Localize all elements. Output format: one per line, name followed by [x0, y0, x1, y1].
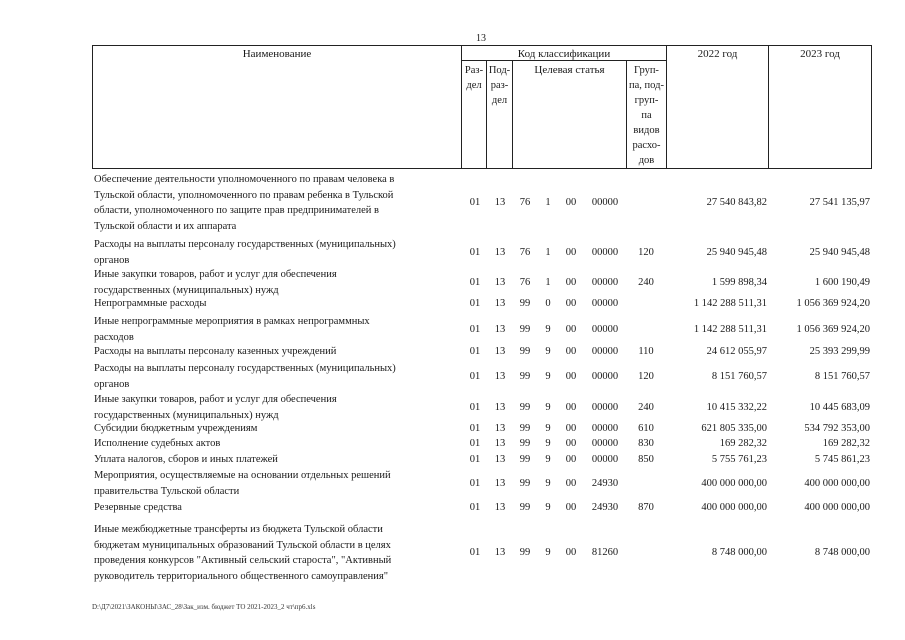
table-row — [0, 344, 905, 360]
footer-file-path: D:\Д7\2021\ЗАКОНЫ\ЗАС_28\Зак_изм. бюджет ТО 2021-2023_2 чт\пр6.xls — [92, 603, 316, 611]
row-expense-type: 240 — [638, 277, 654, 288]
row-expense-type: 120 — [638, 247, 654, 258]
row-razdel: 01 — [469, 324, 481, 335]
table-row — [0, 468, 905, 499]
row-razdel: 01 — [469, 438, 481, 449]
row-name — [94, 314, 458, 345]
header-code-group: Код классификации — [517, 48, 611, 60]
row-name-line: органов — [94, 254, 130, 266]
row-name-line: правительства Тульской области — [94, 485, 240, 497]
row-amount-2022: 27 540 843,82 — [706, 197, 767, 208]
row-name-line: области, уполномоченного по защите прав предпринимателей в — [94, 205, 379, 217]
row-target-direction: 00000 — [591, 371, 619, 382]
row-name — [94, 468, 458, 499]
row-target-subprogram: 1 — [545, 247, 551, 258]
row-name-line: Мероприятия, осуществляемые на основании отдельных решений — [94, 470, 391, 481]
row-name — [94, 267, 458, 298]
row-target-program: 99 — [519, 547, 531, 558]
row-amount-2023: 1 600 190,49 — [814, 277, 870, 288]
row-target-main-event: 00 — [565, 298, 577, 309]
table-row — [0, 452, 905, 468]
row-name — [94, 436, 458, 452]
row-target-main-event: 00 — [565, 346, 577, 357]
table-row — [0, 361, 905, 392]
row-name-line: Уплата налогов, сборов и иных платежей — [94, 454, 278, 465]
row-target-main-event: 00 — [565, 423, 577, 434]
row-target-program: 76 — [519, 197, 531, 208]
row-target-main-event: 00 — [565, 324, 577, 335]
row-target-direction: 00000 — [591, 423, 619, 434]
row-amount-2022: 621 805 335,00 — [701, 423, 767, 434]
row-target-subprogram: 1 — [545, 277, 551, 288]
row-expense-type: 870 — [638, 502, 654, 513]
row-podrazdel: 13 — [494, 247, 506, 258]
table-row — [0, 436, 905, 452]
row-target-main-event: 00 — [565, 478, 577, 489]
row-target-subprogram: 0 — [545, 298, 551, 309]
row-razdel: 01 — [469, 478, 481, 489]
row-name-line: Исполнение судебных актов — [94, 438, 221, 449]
row-razdel: 01 — [469, 423, 481, 434]
table-row — [0, 172, 905, 234]
row-name — [94, 172, 458, 234]
row-target-main-event: 00 — [565, 502, 577, 513]
row-target-direction: 00000 — [591, 454, 619, 465]
row-name-line: Субсидии бюджетным учреждениям — [94, 423, 258, 434]
row-razdel: 01 — [469, 502, 481, 513]
row-name-line: Иные закупки товаров, работ и услуг для обеспечения — [94, 394, 337, 405]
row-name — [94, 421, 458, 437]
row-target-subprogram: 1 — [545, 197, 551, 208]
row-target-direction: 00000 — [591, 402, 619, 413]
row-amount-2023: 8 748 000,00 — [814, 547, 870, 558]
row-target-direction: 00000 — [591, 247, 619, 258]
row-razdel: 01 — [469, 298, 481, 309]
row-amount-2023: 400 000 000,00 — [804, 502, 870, 513]
row-amount-2023: 25 393 299,99 — [809, 346, 870, 357]
row-name-line: Иные межбюджетные трансферты из бюджета Тульской области — [94, 524, 383, 535]
row-target-subprogram: 9 — [545, 454, 551, 465]
header-year2: 2023 год — [800, 48, 840, 60]
row-podrazdel: 13 — [494, 402, 506, 413]
row-target-program: 99 — [519, 324, 531, 335]
row-expense-type: 240 — [638, 402, 654, 413]
row-amount-2023: 8 151 760,57 — [814, 371, 870, 382]
row-amount-2023: 1 056 369 924,20 — [796, 298, 870, 309]
table-row — [0, 500, 905, 516]
row-name-line: Резервные средства — [94, 502, 182, 513]
row-target-program: 99 — [519, 346, 531, 357]
row-expense-type: 850 — [638, 454, 654, 465]
row-expense-type: 110 — [638, 346, 654, 357]
row-podrazdel: 13 — [494, 478, 506, 489]
page-number: 13 — [476, 33, 486, 44]
header-expense-group: Груп- па, под- груп- па видов расхо- дов — [629, 65, 664, 166]
row-amount-2023: 27 541 135,97 — [809, 197, 870, 208]
row-target-program: 76 — [519, 247, 531, 258]
row-target-direction: 81260 — [591, 547, 619, 558]
row-podrazdel: 13 — [494, 454, 506, 465]
row-amount-2023: 10 445 683,09 — [809, 402, 870, 413]
row-target-main-event: 00 — [565, 438, 577, 449]
row-target-program: 99 — [519, 478, 531, 489]
row-razdel: 01 — [469, 454, 481, 465]
row-amount-2022: 8 748 000,00 — [711, 547, 767, 558]
row-name — [94, 500, 458, 516]
header-name-cell — [92, 45, 462, 169]
row-target-direction: 00000 — [591, 438, 619, 449]
table-row — [0, 296, 905, 312]
row-target-program: 99 — [519, 298, 531, 309]
row-razdel: 01 — [469, 402, 481, 413]
row-target-program: 99 — [519, 438, 531, 449]
row-name-line: Иные закупки товаров, работ и услуг для обеспечения — [94, 269, 337, 280]
row-target-direction: 24930 — [591, 478, 619, 489]
row-name-line: Расходы на выплаты персоналу государственных (муниципальных) — [94, 363, 396, 374]
table-row — [0, 314, 905, 345]
row-razdel: 01 — [469, 346, 481, 357]
row-target-main-event: 00 — [565, 371, 577, 382]
row-amount-2023: 25 940 945,48 — [809, 247, 870, 258]
row-target-subprogram: 9 — [545, 324, 551, 335]
row-amount-2022: 8 151 760,57 — [711, 371, 767, 382]
row-name — [94, 522, 458, 584]
header-year1-cell — [666, 45, 769, 169]
row-amount-2023: 5 745 861,23 — [814, 454, 870, 465]
row-target-direction: 00000 — [591, 277, 619, 288]
row-amount-2023: 400 000 000,00 — [804, 478, 870, 489]
row-name-line: государственных (муниципальных) нужд — [94, 409, 279, 421]
row-amount-2023: 1 056 369 924,20 — [796, 324, 870, 335]
row-target-main-event: 00 — [565, 197, 577, 208]
row-target-main-event: 00 — [565, 277, 577, 288]
row-name-line: руководитель территориального общественного самоуправления" — [94, 570, 388, 582]
row-amount-2022: 25 940 945,48 — [706, 247, 767, 258]
row-name — [94, 392, 458, 423]
row-amount-2023: 169 282,32 — [822, 438, 870, 449]
row-amount-2022: 400 000 000,00 — [701, 478, 767, 489]
row-amount-2022: 5 755 761,23 — [711, 454, 767, 465]
row-amount-2022: 1 142 288 511,31 — [693, 324, 767, 335]
row-target-program: 99 — [519, 454, 531, 465]
row-target-program: 76 — [519, 277, 531, 288]
row-target-subprogram: 9 — [545, 438, 551, 449]
row-razdel: 01 — [469, 547, 481, 558]
row-name — [94, 344, 458, 360]
row-name-line: Расходы на выплаты персоналу государственных (муниципальных) — [94, 239, 396, 250]
row-amount-2022: 1 599 898,34 — [711, 277, 767, 288]
row-name-line: Тульской области и их аппарата — [94, 220, 237, 232]
row-razdel: 01 — [469, 197, 481, 208]
row-podrazdel: 13 — [494, 547, 506, 558]
row-podrazdel: 13 — [494, 371, 506, 382]
row-podrazdel: 13 — [494, 277, 506, 288]
row-name-line: государственных (муниципальных) нужд — [94, 284, 279, 296]
row-target-subprogram: 9 — [545, 423, 551, 434]
row-target-main-event: 00 — [565, 247, 577, 258]
row-amount-2022: 10 415 332,22 — [706, 402, 767, 413]
row-target-subprogram: 9 — [545, 478, 551, 489]
row-target-program: 99 — [519, 371, 531, 382]
row-target-program: 99 — [519, 402, 531, 413]
header-year1: 2022 год — [697, 48, 738, 60]
row-name-line: расходов — [94, 331, 134, 343]
row-target-direction: 00000 — [591, 346, 619, 357]
table-row — [0, 392, 905, 423]
row-expense-type: 120 — [638, 371, 654, 382]
row-name-line: Расходы на выплаты персоналу казенных учреждений — [94, 346, 337, 357]
row-target-subprogram: 9 — [545, 547, 551, 558]
header-name: Наименование — [242, 48, 312, 60]
row-podrazdel: 13 — [494, 346, 506, 357]
row-podrazdel: 13 — [494, 438, 506, 449]
row-target-direction: 00000 — [591, 197, 619, 208]
row-name — [94, 296, 458, 312]
table-row — [0, 421, 905, 437]
row-target-subprogram: 9 — [545, 502, 551, 513]
row-target-direction: 00000 — [591, 324, 619, 335]
header-year2-cell — [768, 45, 872, 169]
row-expense-type: 830 — [638, 438, 654, 449]
row-amount-2023: 534 792 353,00 — [804, 423, 870, 434]
row-name-line: проведения конкурсов "Активный сельский староста", "Активный — [94, 555, 392, 567]
row-target-program: 99 — [519, 423, 531, 434]
row-target-main-event: 00 — [565, 454, 577, 465]
row-name-line: Тульской области, уполномоченного по правам ребенка в Тульской — [94, 189, 394, 201]
header-razdel: Раз- дел — [464, 65, 484, 91]
row-target-subprogram: 9 — [545, 402, 551, 413]
row-name-line: Обеспечение деятельности уполномоченного по правам человека в — [94, 174, 395, 185]
row-expense-type: 610 — [638, 423, 654, 434]
row-name-line: органов — [94, 378, 130, 390]
row-target-subprogram: 9 — [545, 371, 551, 382]
row-target-main-event: 00 — [565, 402, 577, 413]
row-name — [94, 361, 458, 392]
table-row — [0, 522, 905, 584]
row-name — [94, 452, 458, 468]
header-podrazdel: Под- раз- дел — [488, 65, 511, 106]
row-target-program: 99 — [519, 502, 531, 513]
header-target-article: Целевая статья — [534, 64, 605, 76]
row-podrazdel: 13 — [494, 502, 506, 513]
row-name-line: Непрограммные расходы — [94, 298, 207, 309]
row-target-subprogram: 9 — [545, 346, 551, 357]
row-amount-2022: 169 282,32 — [719, 438, 767, 449]
row-podrazdel: 13 — [494, 197, 506, 208]
row-razdel: 01 — [469, 247, 481, 258]
row-target-main-event: 00 — [565, 547, 577, 558]
table-row — [0, 237, 905, 268]
row-amount-2022: 24 612 055,97 — [706, 346, 767, 357]
row-podrazdel: 13 — [494, 324, 506, 335]
row-target-direction: 24930 — [591, 502, 619, 513]
row-target-direction: 00000 — [591, 298, 619, 309]
row-amount-2022: 400 000 000,00 — [701, 502, 767, 513]
row-razdel: 01 — [469, 277, 481, 288]
row-podrazdel: 13 — [494, 423, 506, 434]
table-row — [0, 267, 905, 298]
row-name — [94, 237, 458, 268]
row-name-line: Иные непрограммные мероприятия в рамках непрограммных — [94, 316, 370, 327]
row-name-line: бюджетам муниципальных образований Тульской области в целях — [94, 539, 391, 551]
row-podrazdel: 13 — [494, 298, 506, 309]
row-razdel: 01 — [469, 371, 481, 382]
row-amount-2022: 1 142 288 511,31 — [693, 298, 767, 309]
